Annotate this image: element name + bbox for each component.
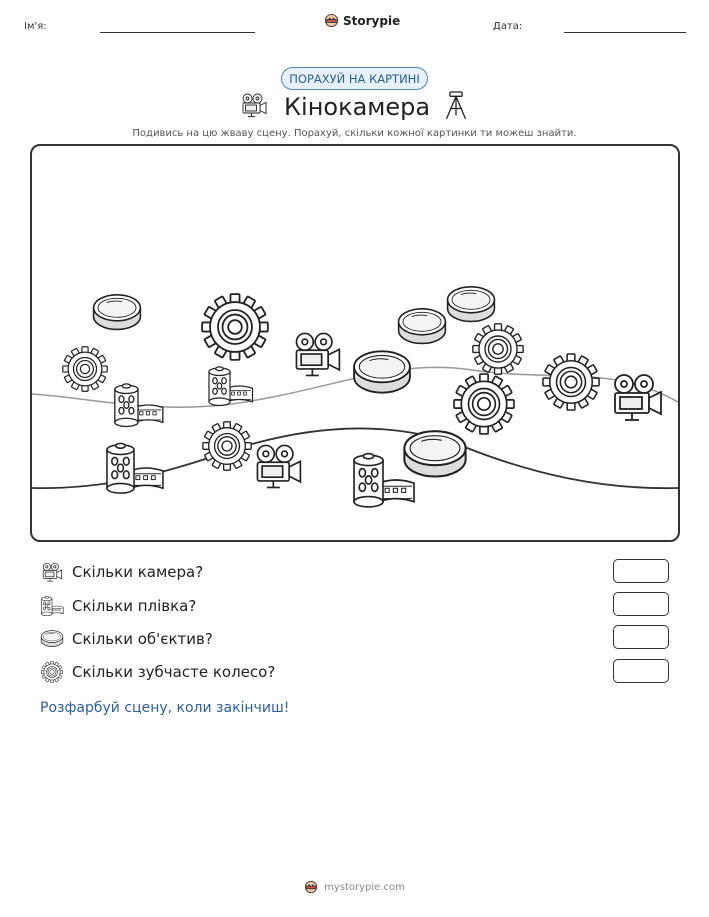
gear-icon: [40, 661, 64, 683]
question-text: Скільки плівка?: [72, 597, 197, 615]
brand-name: Storypie: [343, 13, 401, 28]
instructions: Подивись на цю жваву сцену. Порахуй, скільки кожної картинки ти можеш знайти.: [132, 128, 577, 139]
name-label: Ім'я:: [24, 21, 47, 32]
question-text: Скільки об'єктив?: [72, 630, 213, 648]
film-reel-icon: [40, 595, 64, 617]
question-row: [40, 559, 203, 585]
answer-box[interactable]: [613, 659, 669, 683]
lens-icon: [448, 287, 495, 322]
question-row: [40, 659, 275, 685]
tripod-icon: [443, 89, 469, 121]
mascot-icon: [324, 13, 339, 28]
movie-camera-icon: [296, 333, 339, 375]
question-text: Скільки зубчасте колесо?: [72, 663, 276, 681]
gear-icon: [473, 324, 523, 374]
date-label: Дата:: [493, 21, 523, 32]
answer-box[interactable]: [613, 625, 669, 649]
movie-camera-icon: [615, 375, 661, 420]
gear-icon: [203, 422, 251, 470]
gear-icon: [202, 294, 268, 360]
question-row: [40, 593, 196, 619]
date-field[interactable]: [564, 32, 686, 33]
count-badge: ПОРАХУЙ НА КАРТИНІ: [281, 67, 428, 90]
name-field[interactable]: [100, 32, 255, 33]
mascot-icon: [304, 880, 318, 894]
site-url[interactable]: mystorypie.com: [324, 881, 405, 893]
answer-box[interactable]: [613, 559, 669, 583]
gear-icon: [63, 347, 107, 391]
question-row: [40, 626, 213, 652]
movie-camera-icon: [239, 92, 269, 118]
lens-icon: [94, 295, 141, 330]
lens-icon: [40, 629, 64, 649]
movie-camera-icon: [40, 561, 64, 583]
coloring-note: Розфарбуй сцену, коли закінчиш!: [40, 700, 290, 716]
question-text: Скільки камера?: [72, 563, 204, 581]
answer-box[interactable]: [613, 592, 669, 616]
counting-scene: [30, 144, 680, 542]
gear-icon: [454, 374, 514, 434]
movie-camera-icon: [257, 445, 300, 487]
film-reel-icon: [107, 443, 163, 493]
film-reel-icon: [209, 367, 253, 406]
brand-logo: [324, 13, 400, 28]
lens-icon: [399, 309, 446, 344]
page-title: Кінокамера: [284, 93, 431, 121]
site-footer: [0, 880, 709, 894]
lens-icon: [354, 351, 410, 392]
gear-icon: [543, 354, 599, 410]
lens-icon: [404, 431, 465, 476]
